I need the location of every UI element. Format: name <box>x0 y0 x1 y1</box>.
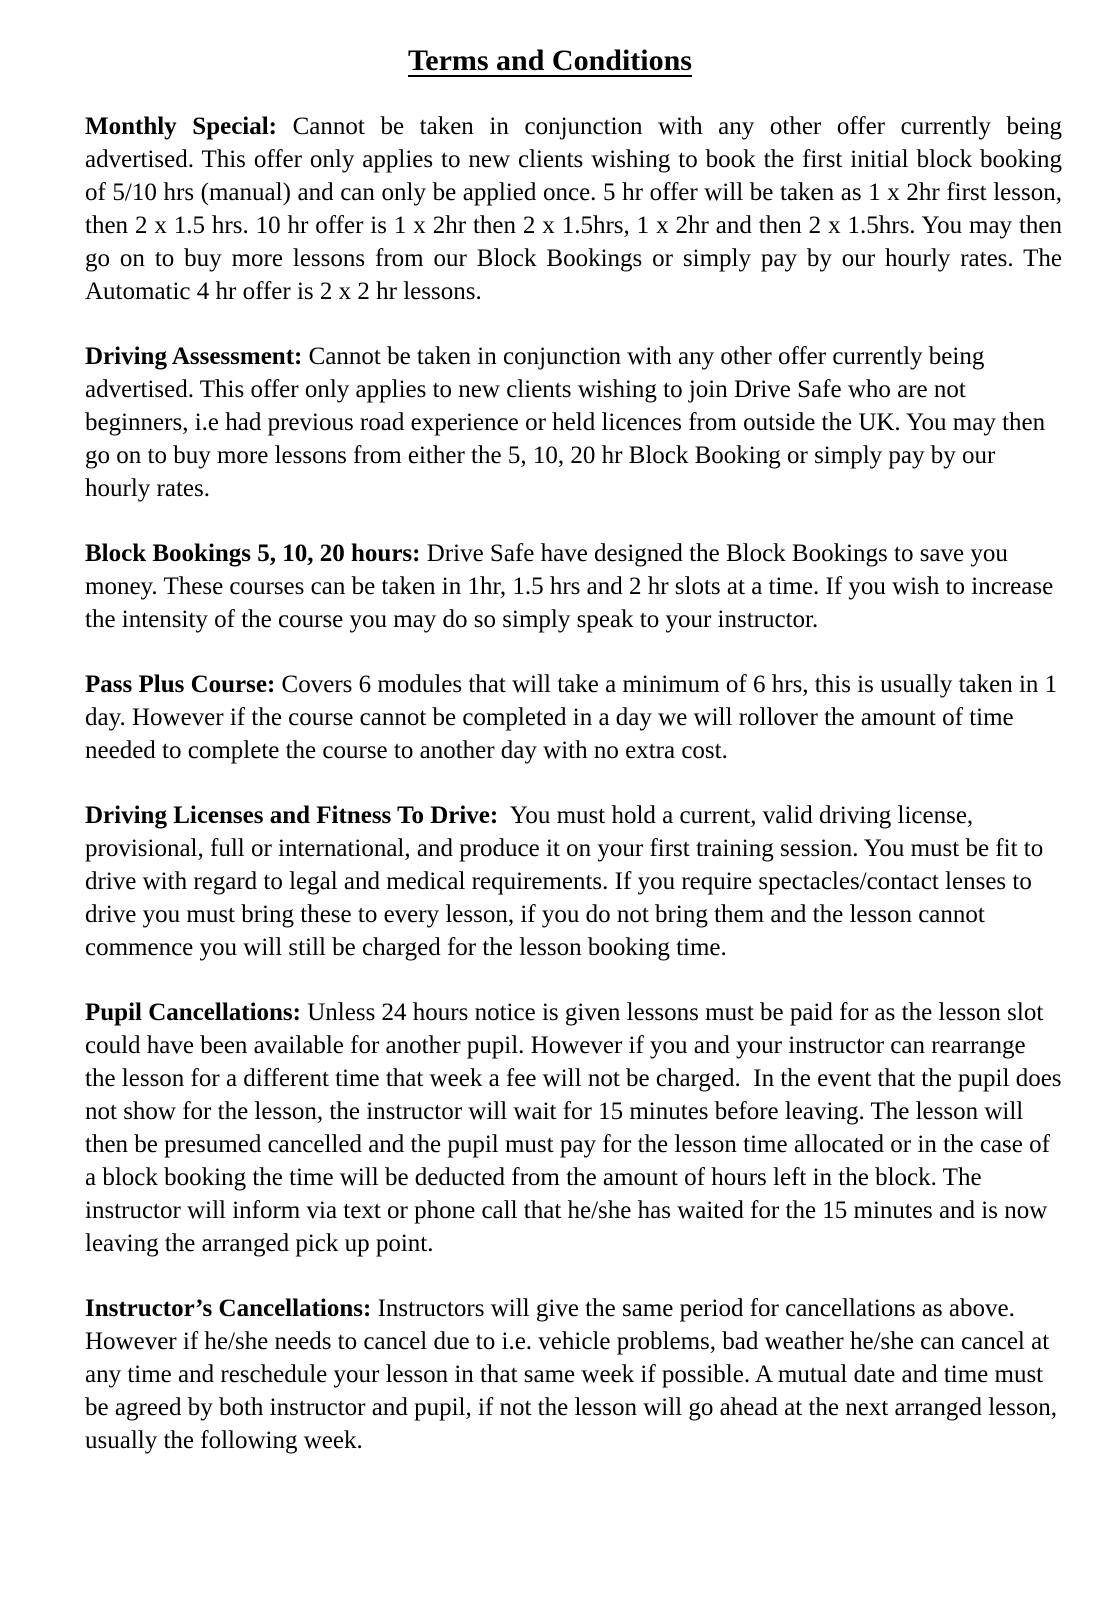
paragraph-text: Cannot be taken in conjunction with any other offer currently being advertised. This offer only applies to new clients wishing to book the first initial block booking of 5/10 hrs (manual) and can only be applied once. 5 hr offer will be taken as 1 x 2hr first lesson, then 2 x 1.5 hrs. 10 hr offer is 1 x 2hr then 2 x 1.5hrs, 1 x 2hr and then 2 x 1.5hrs. You may then go on to buy more lessons from our Block Bookings or simply pay by our hourly rates. The Automatic 4 hr offer is 2 x 2 hr lessons. <box>85 113 1062 305</box>
paragraph-label: Driving Licenses and Fitness To Drive: <box>85 802 499 829</box>
paragraph-monthly-special <box>85 110 1062 308</box>
paragraph-label: Instructor’s Cancellations: <box>85 1295 372 1322</box>
paragraph-label: Driving Assessment: <box>85 343 303 370</box>
paragraph-text: Covers 6 modules that will take a minimum of 6 hrs, this is usually taken in 1 day. However if the course cannot be completed in a day we will rollover the amount of time needed to complete the course to another day with no extra cost. <box>85 671 1064 764</box>
paragraph-label: Monthly Special: <box>85 113 278 140</box>
paragraph-text: Cannot be taken in conjunction with any other offer currently being advertised. This offer only applies to new clients wishing to join Drive Safe who are not beginners, i.e had previous road experience or held licences from outside the UK. You may then go on to buy more lessons from either the 5, 10, 20 hr Block Booking or simply pay by our hourly rates. <box>85 343 1052 502</box>
page-title: Terms and Conditions <box>408 44 692 77</box>
paragraph-text: Instructors will give the same period for cancellations as above. However if he/she needs to cancel due to i.e. vehicle problems, bad weather he/she can cancel at any time and reschedule your lesson in that same week if possible. A mutual date and time must be agreed by both instructor and pupil, if not the lesson will go ahead at the next arranged lesson, usually the following week. <box>85 1295 1064 1454</box>
paragraph-block-bookings <box>85 537 1062 636</box>
paragraph-pass-plus-course <box>85 668 1062 767</box>
paragraph-label: Pupil Cancellations: <box>85 999 301 1026</box>
paragraph-text: You must hold a current, valid driving license, provisional, full or international, and produce it on your first training session. You must be fit to drive with regard to legal and medical requirements. If you require spectacles/contact lenses to drive you must bring these to every lesson, if you do not bring them and the lesson cannot commence you will still be charged for the lesson booking time. <box>85 802 1050 961</box>
paragraph-label: Pass Plus Course: <box>85 671 276 698</box>
paragraph-instructor-cancellations <box>85 1292 1062 1457</box>
paragraph-driving-assessment <box>85 340 1062 505</box>
paragraph-driving-licenses <box>85 799 1062 964</box>
paragraph-label: Block Bookings 5, 10, 20 hours: <box>85 540 421 567</box>
paragraph-text: Drive Safe have designed the Block Bookings to save you money. These courses can be taken in 1hr, 1.5 hrs and 2 hr slots at a time. If you wish to increase the intensity of the course you may do so simply speak to your instructor. <box>85 540 1060 633</box>
paragraph-pupil-cancellations <box>85 996 1068 1260</box>
paragraph-text: Unless 24 hours notice is given lessons must be paid for as the lesson slot could have been available for another pupil. However if you and your instructor can rearrange the lesson for a different time that week a fee will not be charged. In the event that the pupil does not show for the lesson, the instructor will wait for 15 minutes before leaving. The lesson will then be presumed cancelled and the pupil must pay for the lesson time allocated or in the case of a block booking the time will be deducted from the amount of hours left in the block. The instructor will inform via text or phone call that he/she has waited for the 15 minutes and is now leaving the arranged pick up point. <box>85 999 1068 1257</box>
